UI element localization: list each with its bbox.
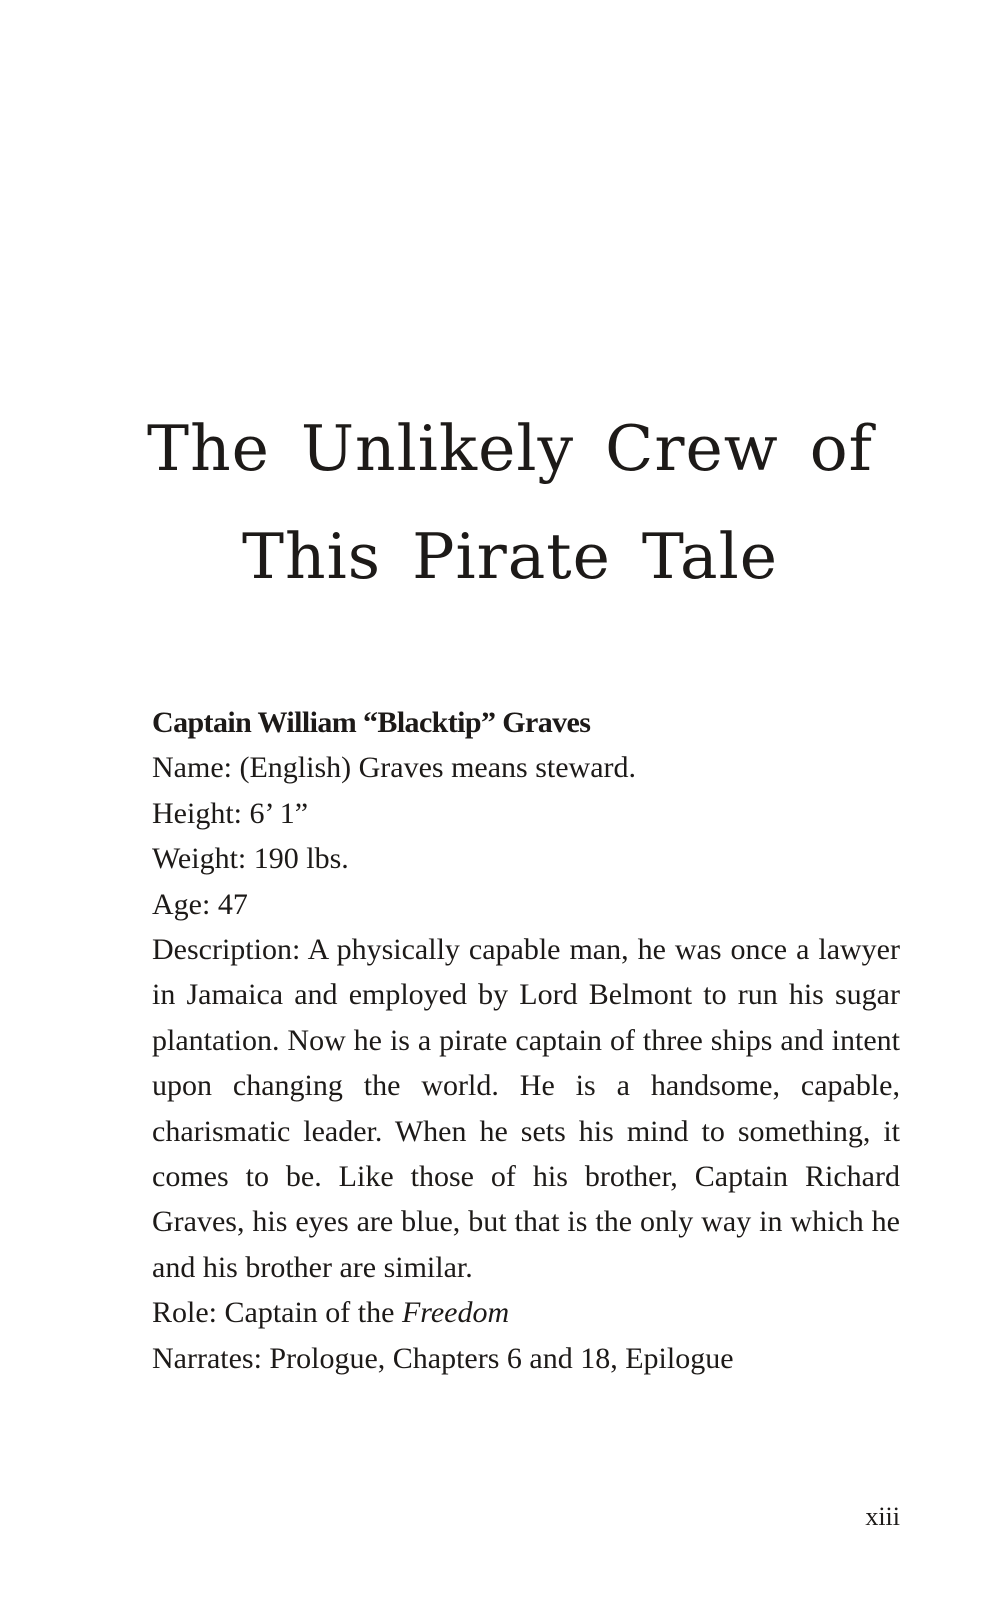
page-number: xiii xyxy=(865,1502,900,1531)
character-narrates: Narrates: Prologue, Chapters 6 and 18, Epilogue xyxy=(152,1341,734,1375)
character-weight: Weight: 190 lbs. xyxy=(152,842,349,876)
character-role xyxy=(152,1290,900,1335)
character-entry xyxy=(152,700,900,1381)
character-height: Height: 6’ 1” xyxy=(152,796,309,830)
character-name-meaning: Name: (English) Graves means steward. xyxy=(152,751,637,785)
chapter-title xyxy=(120,395,900,611)
character-role-prefix: Role: Captain of the xyxy=(152,1296,402,1330)
chapter-title-line-1: The Unlikely Crew of xyxy=(147,412,873,485)
character-age: Age: 47 xyxy=(152,887,248,921)
character-description: Description: A physically capable man, he was once a lawyer in Jamaica and employed by Lord Belmont to run his sugar plantation. Now he is a pirate captain of three ships and intent upon changing the world. He is a handsome, capable, charismatic leader. When he sets his mind to something, it comes to be. Like those of his brother, Captain Richard Graves, his eyes are blue, but that is the only way in which he and his brother are similar. xyxy=(152,933,900,1284)
character-name: Captain William “Blacktip” Graves xyxy=(152,706,591,739)
character-role-ship: Freedom xyxy=(401,1296,510,1330)
chapter-title-line-2: This Pirate Tale xyxy=(241,520,779,593)
